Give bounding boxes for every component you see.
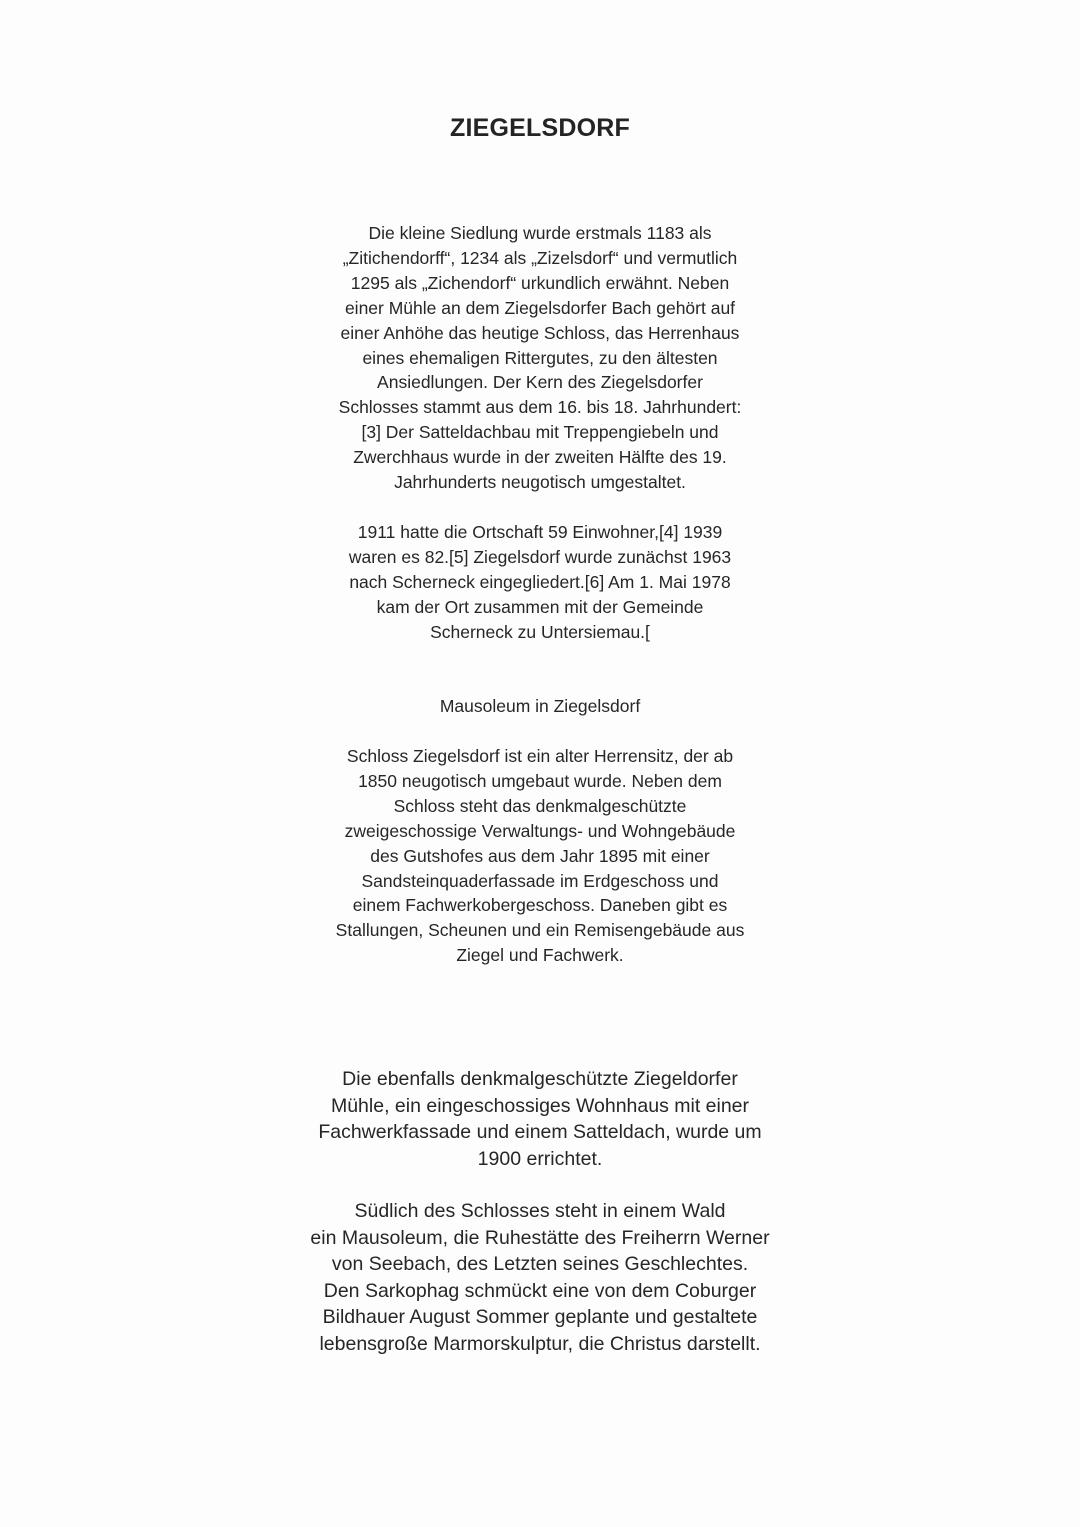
text-line: lebensgroße Marmorskulptur, die Christus darstellt. xyxy=(319,1332,761,1355)
paragraph-castle xyxy=(300,744,780,968)
text-line: Südlich des Schlosses steht in einem Wald xyxy=(354,1200,726,1222)
text-line: Den Sarkophag schmückt eine von dem Coburger xyxy=(323,1279,757,1302)
text-line: Ziegel und Fachwerk. xyxy=(456,945,624,966)
text-line: ein Mausoleum, die Ruhestätte des Freiherrn Werner xyxy=(310,1226,770,1249)
text-line: Schlosses stammt aus dem 16. bis 18. Jahrhundert: xyxy=(338,397,742,418)
text-line: Schloss Ziegelsdorf ist ein alter Herrensitz, der ab xyxy=(346,746,734,766)
text-line: 1911 hatte die Ortschaft 59 Einwohner,[4] 1939 xyxy=(357,522,723,542)
text-line: Jahrhunderts neugotisch umgestaltet. xyxy=(394,472,686,493)
text-line: einem Fachwerkobergeschoss. Daneben gibt es xyxy=(352,895,728,916)
text-line: Stallungen, Scheunen und ein Remisengebäude aus xyxy=(335,920,745,941)
paragraph-text xyxy=(290,1198,790,1357)
text-line: zweigeschossige Verwaltungs- und Wohngebäude xyxy=(344,820,736,841)
text-line: „Zitichendorff“, 1234 als „Zizelsdorf“ und vermutlich xyxy=(342,247,738,268)
text-line: Fachwerkfassade und einem Satteldach, wurde um xyxy=(318,1121,762,1143)
paragraph-population xyxy=(300,520,780,645)
text-line: Zwerchhaus wurde in der zweiten Hälfte des 19. xyxy=(353,447,727,468)
image-caption xyxy=(300,694,780,719)
text-line: 1295 als „Zichendorf“ urkundlich erwähnt. Neben xyxy=(350,272,730,293)
paragraph-text xyxy=(300,520,780,645)
text-line: Bildhauer August Sommer geplante und gestaltete xyxy=(322,1306,758,1328)
text-line: von Seebach, des Letzten seines Geschlechtes. xyxy=(331,1253,749,1275)
text-line: nach Scherneck eingegliedert.[6] Am 1. Mai 1978 xyxy=(349,571,731,592)
text-line: 1850 neugotisch umgebaut wurde. Neben dem xyxy=(358,770,722,791)
paragraph-history xyxy=(300,221,780,495)
text-line: Scherneck zu Untersiemau.[ xyxy=(430,621,650,642)
paragraph-text xyxy=(300,744,780,968)
text-line: Schloss steht das denkmalgeschützte xyxy=(393,795,687,816)
text-line: Mühle, ein eingeschossiges Wohnhaus mit einer xyxy=(330,1094,750,1117)
text-line: Ansiedlungen. Der Kern des Ziegelsdorfer xyxy=(377,372,703,393)
text-line: Sandsteinquaderfassade im Erdgeschoss und xyxy=(361,870,719,891)
text-line: Die ebenfalls denkmalgeschützte Ziegeldorfer xyxy=(342,1068,738,1090)
text-line: Die kleine Siedlung wurde erstmals 1183 als xyxy=(368,223,712,243)
page-title: ZIEGELSDORF xyxy=(450,114,630,142)
paragraph-text xyxy=(300,221,780,495)
paragraph-text xyxy=(290,1066,790,1172)
text-line: eines ehemaligen Rittergutes, zu den ältesten xyxy=(362,347,718,368)
text-line: einer Mühle an dem Ziegelsdorfer Bach gehört auf xyxy=(344,297,736,318)
paragraph-mill xyxy=(290,1066,790,1172)
text-line: des Gutshofes aus dem Jahr 1895 mit einer xyxy=(370,845,710,866)
text-line: einer Anhöhe das heutige Schloss, das Herrenhaus xyxy=(340,322,740,343)
text-line: waren es 82.[5] Ziegelsdorf wurde zunächst 1963 xyxy=(348,546,732,567)
paragraph-mausoleum xyxy=(290,1198,790,1357)
text-line: kam der Ort zusammen mit der Gemeinde xyxy=(376,596,704,617)
text-line: [3] Der Satteldachbau mit Treppengiebeln und xyxy=(361,422,719,443)
caption-text: Mausoleum in Ziegelsdorf xyxy=(439,696,641,716)
text-line: 1900 errichtet. xyxy=(477,1147,603,1170)
